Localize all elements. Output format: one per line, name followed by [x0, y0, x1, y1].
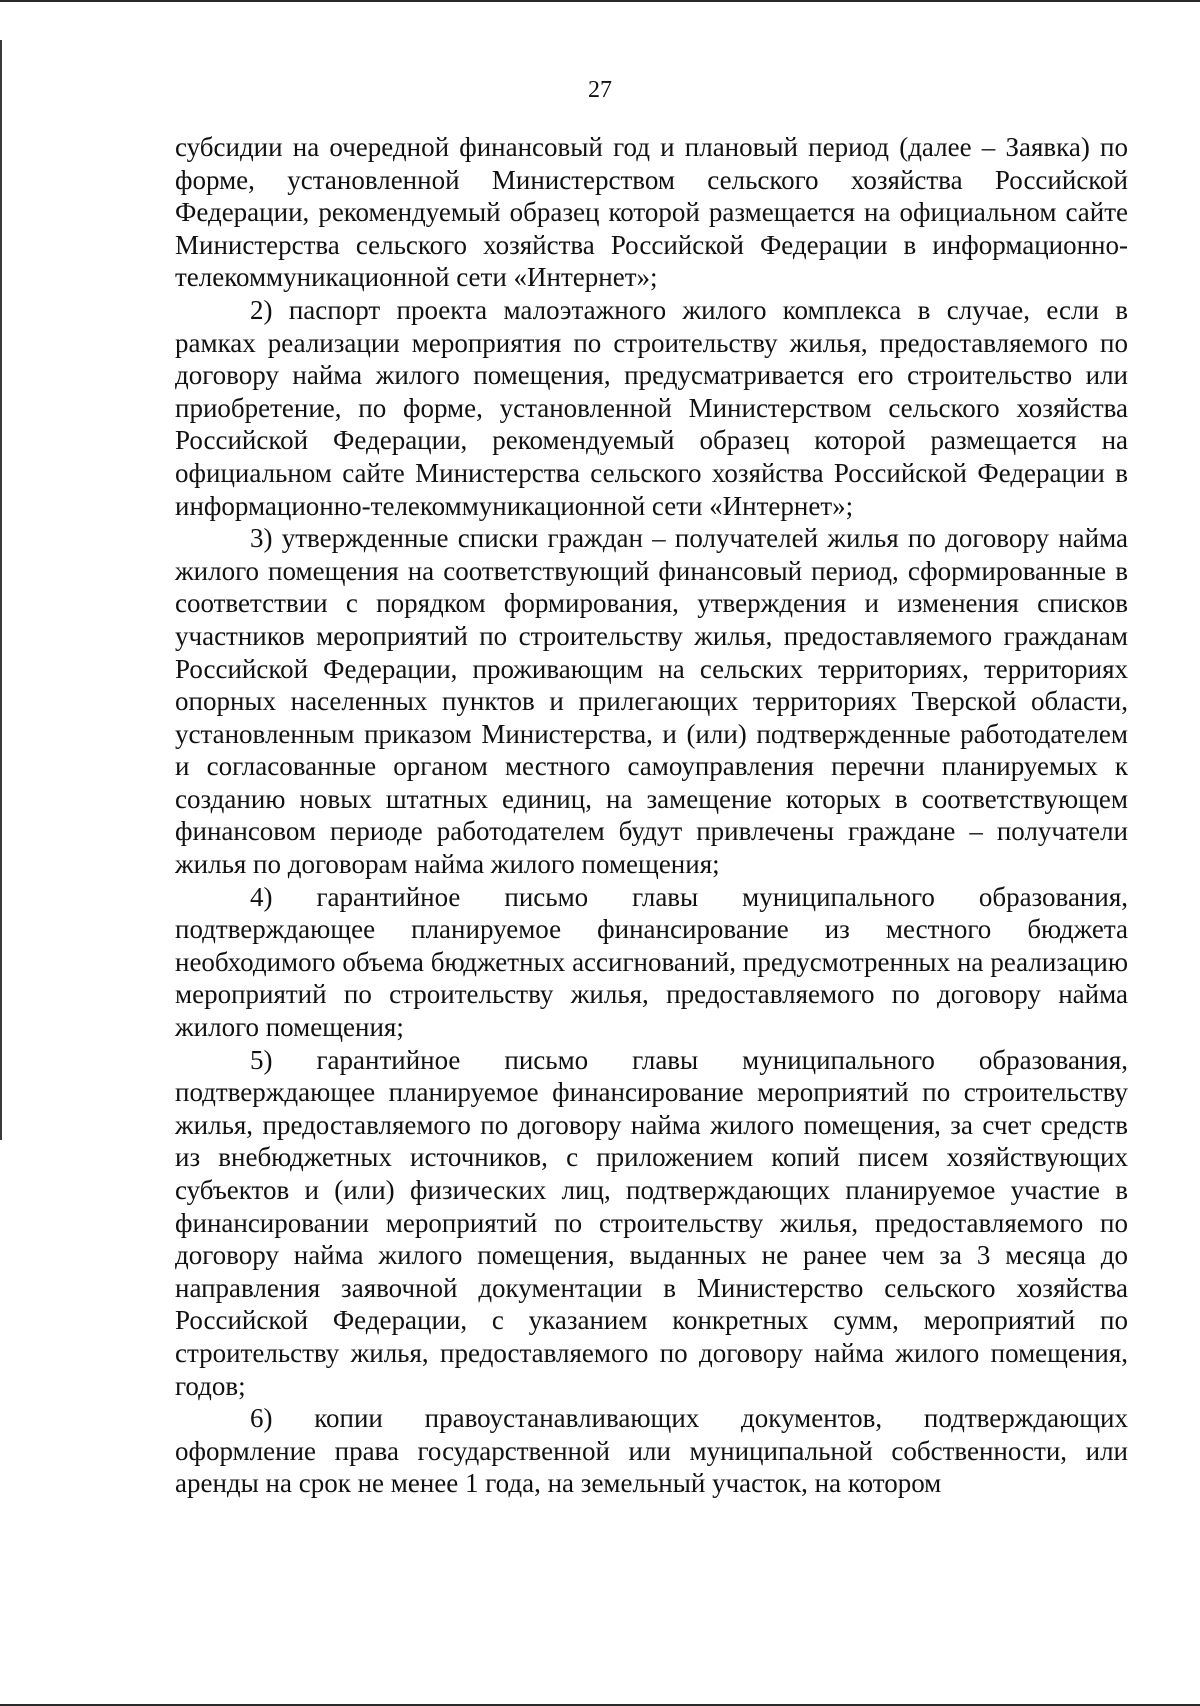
paragraph-item-5: 5) гарантийное письмо главы муниципального образования, подтверждающее планируемое финансирование мероприятий по строительству жилья, предоставляемого по договору найма жилого помещения, за счет средств из внебюджетных источников, с приложением копий писем хозяйствующих субъектов и (или) физических лиц, подтверждающих планируемое участие в финансировании мероприятий по строительству жилья, предоставляемого по договору найма жилого помещения, выданных не ранее чем за 3 месяца до направления заявочной документации в Министерство сельского хозяйства Российской Федерации, с указанием конкретных сумм, мероприятий по строительству жилья, предоставляемого по договору найма жилого помещения, годов;	[175, 1044, 1128, 1401]
paragraph-item-6: 6) копии правоустанавливающих документов, подтверждающих оформление права государственной или муниципальной собственности, или аренды на срок не менее 1 года, на земельный участок, на котором	[175, 1403, 1128, 1499]
scan-edge-left	[0, 40, 2, 1140]
page-number: 27	[588, 77, 612, 103]
paragraph-item-3: 3) утвержденные списки граждан – получателей жилья по договору найма жилого помещения на соответствующий финансовый период, сформированные в соответствии с порядком формирования, утверждения и изменения списков участников мероприятий по строительству жилья, предоставляемого гражданам Российской Федерации, проживающим на сельских территориях, территориях опорных населенных пунктов и прилегающих территориях Тверской области, установленным приказом Министерства, и (или) подтвержденные работодателем и согласованные органом местного самоуправления перечни планируемых к созданию новых штатных единиц, на замещение которых в соответствующем финансовом периоде работодателем будут привлечены граждане – получатели жилья по договорам найма жилого помещения;	[175, 523, 1128, 880]
scan-edge-top	[0, 0, 1200, 2]
paragraph-continuation: субсидии на очередной финансовый год и плановый период (далее – Заявка) по форме, установленной Министерством сельского хозяйства Российской Федерации, рекомендуемый образец которой размещается на официальном сайте Министерства сельского хозяйства Российской Федерации в информационно-телекоммуникационной сети «Интернет»;	[175, 132, 1128, 293]
document-body	[175, 131, 1128, 1500]
paragraph-item-2: 2) паспорт проекта малоэтажного жилого комплекса в случае, если в рамках реализации мероприятия по строительству жилья, предоставляемого по договору найма жилого помещения, предусматривается его строительство или приобретение, по форме, установленной Министерством сельского хозяйства Российской Федерации, рекомендуемый образец которой размещается на официальном сайте Министерства сельского хозяйства Российской Федерации в информационно-телекоммуникационной сети «Интернет»;	[175, 294, 1128, 521]
paragraph-item-4: 4) гарантийное письмо главы муниципального образования, подтверждающее планируемое финансирование из местного бюджета необходимого объема бюджетных ассигнований, предусмотренных на реализацию мероприятий по строительству жилья, предоставляемого по договору найма жилого помещения;	[175, 881, 1128, 1043]
